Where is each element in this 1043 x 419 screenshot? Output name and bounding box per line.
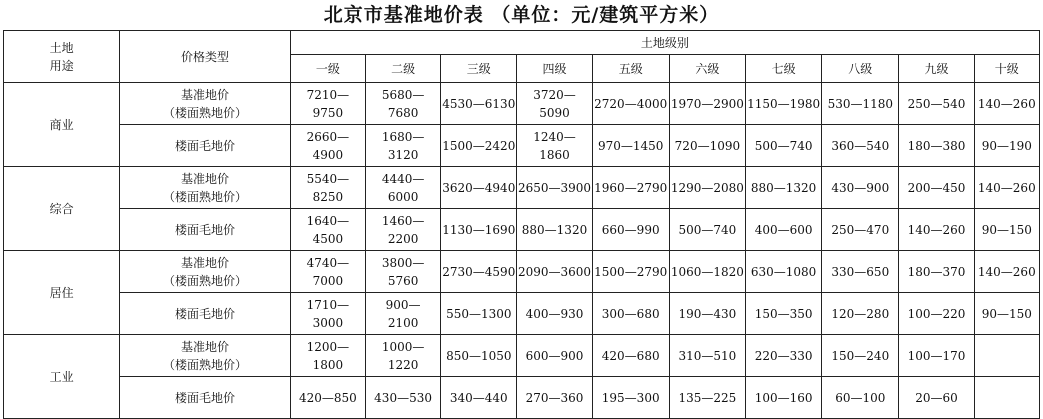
price-cell: 530—1180 — [822, 83, 899, 125]
price-cell: 300—680 — [592, 293, 669, 335]
price-cell: 340—440 — [441, 377, 517, 419]
price-type-cell: 楼面毛地价 — [120, 125, 290, 167]
price-cell: 850—1050 — [441, 335, 517, 377]
price-cell: 270—360 — [517, 377, 592, 419]
price-cell: 135—225 — [669, 377, 745, 419]
price-cell: 420—850 — [290, 377, 365, 419]
price-cell: 195—300 — [592, 377, 669, 419]
price-cell: 5540— 8250 — [290, 167, 365, 209]
price-cell: 3720— 5090 — [517, 83, 592, 125]
header-price-type: 价格类型 — [120, 31, 290, 83]
price-cell: 400—930 — [517, 293, 592, 335]
price-cell: 90—190 — [974, 125, 1039, 167]
price-type-cell: 基准地价 （楼面熟地价） — [120, 251, 290, 293]
header-level-10: 十级 — [974, 55, 1039, 83]
price-cell: 180—380 — [899, 125, 974, 167]
price-cell: 630—1080 — [746, 251, 822, 293]
table-title: 北京市基准地价表 （单位：元/建筑平方米） — [323, 4, 720, 26]
price-cell: 3800— 5760 — [365, 251, 440, 293]
price-cell: 2090—3600 — [517, 251, 592, 293]
table-row — [4, 83, 1040, 125]
price-cell: 100—170 — [899, 335, 974, 377]
table-row — [4, 293, 1040, 335]
table-row — [4, 251, 1040, 293]
price-cell: 600—900 — [517, 335, 592, 377]
table-row — [4, 125, 1040, 167]
price-cell: 430—530 — [365, 377, 440, 419]
header-level-9: 九级 — [899, 55, 974, 83]
price-type-cell: 楼面毛地价 — [120, 293, 290, 335]
price-cell: 2720—4000 — [592, 83, 669, 125]
price-cell: 2650—3900 — [517, 167, 592, 209]
price-cell — [974, 377, 1039, 419]
price-cell: 360—540 — [822, 125, 899, 167]
price-cell: 140—260 — [974, 167, 1039, 209]
price-cell: 250—470 — [822, 209, 899, 251]
price-cell: 900— 2100 — [365, 293, 440, 335]
price-cell: 1640— 4500 — [290, 209, 365, 251]
price-cell: 1000— 1220 — [365, 335, 440, 377]
price-cell: 1240— 1860 — [517, 125, 592, 167]
header-level-6: 六级 — [669, 55, 745, 83]
header-land-level: 土地级别 — [290, 31, 1039, 55]
price-cell: 4530—6130 — [441, 83, 517, 125]
land-price-table — [3, 30, 1040, 419]
header-level-7: 七级 — [746, 55, 822, 83]
header-level-2: 二级 — [365, 55, 440, 83]
price-cell: 1130—1690 — [441, 209, 517, 251]
price-cell: 140—260 — [899, 209, 974, 251]
table-row — [4, 377, 1040, 419]
price-cell: 4740— 7000 — [290, 251, 365, 293]
table-row — [4, 209, 1040, 251]
table-row — [4, 335, 1040, 377]
price-cell: 660—990 — [592, 209, 669, 251]
land-use-cell: 工业 — [4, 335, 120, 419]
price-cell: 720—1090 — [669, 125, 745, 167]
price-cell: 310—510 — [669, 335, 745, 377]
price-cell: 140—260 — [974, 83, 1039, 125]
price-cell: 1290—2080 — [669, 167, 745, 209]
price-cell: 430—900 — [822, 167, 899, 209]
table-body — [4, 31, 1040, 419]
price-cell: 1960—2790 — [592, 167, 669, 209]
price-cell: 550—1300 — [441, 293, 517, 335]
price-cell: 2660— 4900 — [290, 125, 365, 167]
price-cell: 120—280 — [822, 293, 899, 335]
header-row-1 — [4, 31, 1040, 55]
price-cell: 140—260 — [974, 251, 1039, 293]
price-cell: 190—430 — [669, 293, 745, 335]
price-cell: 180—370 — [899, 251, 974, 293]
land-use-cell: 居住 — [4, 251, 120, 335]
price-cell — [974, 335, 1039, 377]
price-cell: 1150—1980 — [746, 83, 822, 125]
price-cell: 1060—1820 — [669, 251, 745, 293]
price-cell: 970—1450 — [592, 125, 669, 167]
header-level-8: 八级 — [822, 55, 899, 83]
price-cell: 330—650 — [822, 251, 899, 293]
price-cell: 1460— 2200 — [365, 209, 440, 251]
price-cell: 60—100 — [822, 377, 899, 419]
price-cell: 100—160 — [746, 377, 822, 419]
price-cell: 420—680 — [592, 335, 669, 377]
land-use-cell: 商业 — [4, 83, 120, 167]
price-cell: 400—600 — [746, 209, 822, 251]
header-level-3: 三级 — [441, 55, 517, 83]
price-cell: 150—350 — [746, 293, 822, 335]
price-cell: 1500—2790 — [592, 251, 669, 293]
price-cell: 100—220 — [899, 293, 974, 335]
price-cell: 500—740 — [746, 125, 822, 167]
price-type-cell: 基准地价 （楼面熟地价） — [120, 83, 290, 125]
price-cell: 1200— 1800 — [290, 335, 365, 377]
price-cell: 880—1320 — [746, 167, 822, 209]
land-use-cell: 综合 — [4, 167, 120, 251]
price-cell: 3620—4940 — [441, 167, 517, 209]
header-level-5: 五级 — [592, 55, 669, 83]
price-cell: 20—60 — [899, 377, 974, 419]
price-cell: 90—150 — [974, 293, 1039, 335]
price-cell: 1680— 3120 — [365, 125, 440, 167]
price-type-cell: 基准地价 （楼面熟地价） — [120, 167, 290, 209]
price-cell: 1970—2900 — [669, 83, 745, 125]
price-cell: 150—240 — [822, 335, 899, 377]
price-cell: 500—740 — [669, 209, 745, 251]
header-land-use: 土地 用途 — [4, 31, 120, 83]
price-cell: 5680— 7680 — [365, 83, 440, 125]
price-cell: 880—1320 — [517, 209, 592, 251]
price-cell: 4440— 6000 — [365, 167, 440, 209]
price-type-cell: 楼面毛地价 — [120, 209, 290, 251]
header-level-4: 四级 — [517, 55, 592, 83]
price-cell: 7210— 9750 — [290, 83, 365, 125]
price-cell: 1500—2420 — [441, 125, 517, 167]
price-cell: 90—150 — [974, 209, 1039, 251]
header-level-1: 一级 — [290, 55, 365, 83]
price-cell: 1710— 3000 — [290, 293, 365, 335]
price-type-cell: 楼面毛地价 — [120, 377, 290, 419]
price-cell: 2730—4590 — [441, 251, 517, 293]
price-cell: 250—540 — [899, 83, 974, 125]
price-cell: 220—330 — [746, 335, 822, 377]
price-cell: 200—450 — [899, 167, 974, 209]
price-type-cell: 基准地价 （楼面熟地价） — [120, 335, 290, 377]
table-row — [4, 167, 1040, 209]
